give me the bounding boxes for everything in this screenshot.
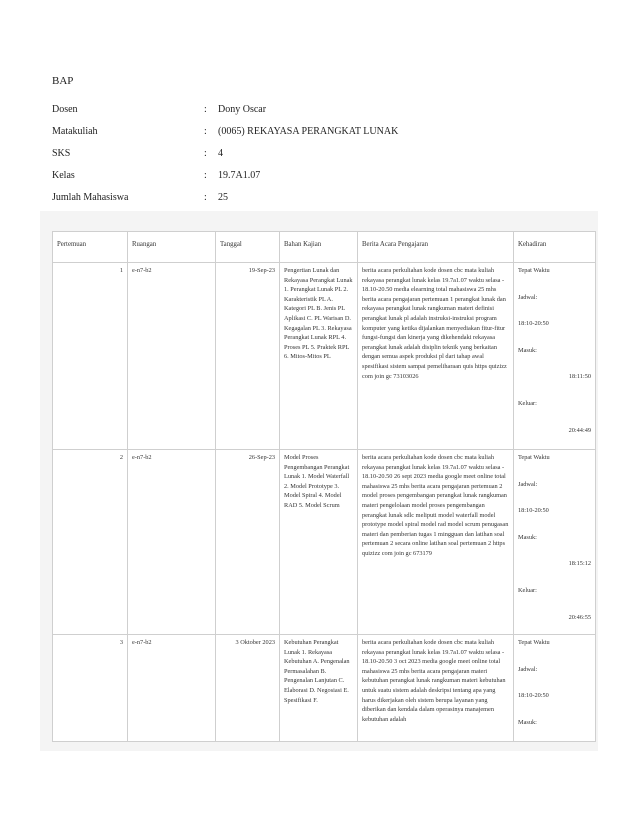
info-colon: : (204, 169, 207, 181)
table-header-row (53, 232, 596, 263)
header-pertemuan: Pertemuan (53, 232, 128, 263)
cell-bahan-kajian: Kebutuhan Perangkat Lunak 1. Rekayasa Kebutuhan A. Pengenalan Permasalahan B. Pengenalan Lanjutan C. Elaborasi D. Negosiasi E. Spesifikasi F. (280, 635, 358, 742)
cell-tanggal: 3 Oktober 2023 (216, 635, 280, 742)
attendance-status: Tepat Waktu (518, 454, 550, 461)
cell-berita-acara: berita acara perkuliahan kode dosen cbc mata kuliah rekayasa perangkat lunak kelas 19.7a1.07 waktu selasa - 18.10-20.50 26 sept 2023 media google meet online total mahasiswa 25 mhs berita acara pengajaran pertemuan 2 model proses pengembangan perangkat lunak rangkuman materi pengelolaan model proses pengembangan perangkat lunak sdlc meliputi model waterfall model prototype model spiral model rad model scrum penugasan materi dan pemberian tugas 1 mingguan dan latihan soal pertemuan 2 secara online latihan soal pertemuan 2 https quizizz com join gc 673179 (358, 450, 514, 635)
header-ruangan: Ruangan (128, 232, 216, 263)
info-label: Kelas (52, 169, 75, 181)
attendance-status: Tepat Waktu (518, 639, 550, 646)
info-colon: : (204, 103, 207, 115)
bap-table (52, 231, 596, 742)
info-row-jumlah-mahasiswa (52, 186, 572, 208)
header-tanggal: Tanggal (216, 232, 280, 263)
schedule-time: 18:10-20:50 (518, 320, 549, 328)
info-value: Dony Oscar (218, 103, 267, 115)
info-label: Jumlah Mahasiswa (52, 191, 129, 203)
info-label: SKS (52, 147, 71, 159)
table-row (53, 263, 596, 450)
attendance-status: Tepat Waktu (518, 267, 550, 274)
info-label: Dosen (52, 103, 78, 115)
cell-ruangan: e-n7-b2 (128, 635, 216, 742)
cell-bahan-kajian: Pengertian Lunak dan Rekayasa Perangkat Lunak 1. Perangkat Lunak PL 2. Karakteristik PL A. Kategori PL B. Jenis PL Aplikasi C. PL Warisan D. Kegagalan PL 3. Rekayasa Perangkat Lunak RPL 4. Proses PL 5. Praktek RPL 6. Mitos-Mitos PL (280, 263, 358, 450)
check-in-time: 18:15:12 (568, 560, 591, 568)
table-row (53, 450, 596, 635)
cell-pertemuan: 3 (53, 635, 128, 742)
header-berita-acara: Berita Acara Pengajaran (358, 232, 514, 263)
cell-berita-acara: berita acara perkuliahan kode dosen cbc mata kuliah rekayasa perangkat lunak kelas 19.7a1.07 waktu selasa - 18.10-20.50 media elearning total mahasiswa 25 mhs berita acara pengajaran pertemuan 1 perangkat lunak dan rekayasa perangkat lunak rangkuman materi definisi perangkat lunak pl adalah instruksi-instruksi program komputer yang ketika dijalankan menyediakan fitur-fitur fungsi-fungsi dan kinerja yang dikehendaki rekayasa perangkat lunak adalah disiplin teknik yang berkaitan dengan semua aspek produksi pl dari tahap awal spesifikasi sistem sampai pemeliharaan quis https quizizz com join gc 73103026 (358, 263, 514, 450)
schedule-time: 18:10-20:50 (518, 507, 549, 515)
header-bahan-kajian: Bahan Kajian (280, 232, 358, 263)
cell-pertemuan: 2 (53, 450, 128, 635)
cell-berita-acara: berita acara perkuliahan kode dosen cbc mata kuliah rekayasa perangkat lunak kelas 19.7a1.07 waktu selasa - 18.10-20.50 3 oct 2023 media google meet online total mahasiswa 25 mhs berita acara pengajaran materi kebutuhan perangkat lunak rangkuman materi kebutuhan untuk suatu sistem adalah deskripsi tentang apa yang harus dikerjakan oleh sistem berupa layanan yang diberikan dan kendala dalam operasinya manajemen kebutuhan adalah (358, 635, 514, 742)
cell-kehadiran (514, 263, 596, 450)
info-label: Matakuliah (52, 125, 98, 137)
page-title: BAP (52, 75, 74, 87)
info-row-kelas (52, 164, 572, 186)
cell-bahan-kajian: Model Proses Pengembangan Perangkat Lunak 1. Model Waterfall 2. Model Prototype 3. Model Spiral 4. Model RAD 5. Model Scrum (280, 450, 358, 635)
bap-table-container[interactable] (40, 211, 598, 751)
info-value: 19.7A1.07 (218, 169, 261, 181)
check-out-label: Keluar: (518, 586, 537, 594)
cell-tanggal: 19-Sep-23 (216, 263, 280, 450)
cell-ruangan: e-n7-b2 (128, 450, 216, 635)
check-in-label: Masuk: (518, 533, 537, 541)
schedule-label: Jadwal: (518, 293, 538, 301)
check-in-time: 18:11:50 (568, 373, 591, 381)
cell-kehadiran (514, 450, 596, 635)
cell-pertemuan: 1 (53, 263, 128, 450)
cell-tanggal: 26-Sep-23 (216, 450, 280, 635)
info-value: (0065) REKAYASA PERANGKAT LUNAK (218, 125, 399, 137)
header-kehadiran: Kehadiran (514, 232, 596, 263)
cell-ruangan: e-n7-b2 (128, 263, 216, 450)
schedule-time: 18:10-20:50 (518, 692, 549, 700)
check-in-label: Masuk: (518, 346, 537, 354)
info-colon: : (204, 125, 207, 137)
check-in-label: Masuk: (518, 718, 537, 726)
check-out-time: 20:44:49 (568, 426, 591, 434)
cell-kehadiran (514, 635, 596, 742)
course-info (52, 98, 572, 208)
check-out-time: 20:46:55 (568, 613, 591, 621)
info-row-dosen (52, 98, 572, 120)
info-row-matakuliah (52, 120, 572, 142)
info-value: 4 (218, 147, 223, 159)
info-value: 25 (218, 191, 228, 203)
schedule-label: Jadwal: (518, 480, 538, 488)
info-colon: : (204, 147, 207, 159)
table-row (53, 635, 596, 742)
info-row-sks (52, 142, 572, 164)
info-colon: : (204, 191, 207, 203)
schedule-label: Jadwal: (518, 665, 538, 673)
check-out-label: Keluar: (518, 399, 537, 407)
